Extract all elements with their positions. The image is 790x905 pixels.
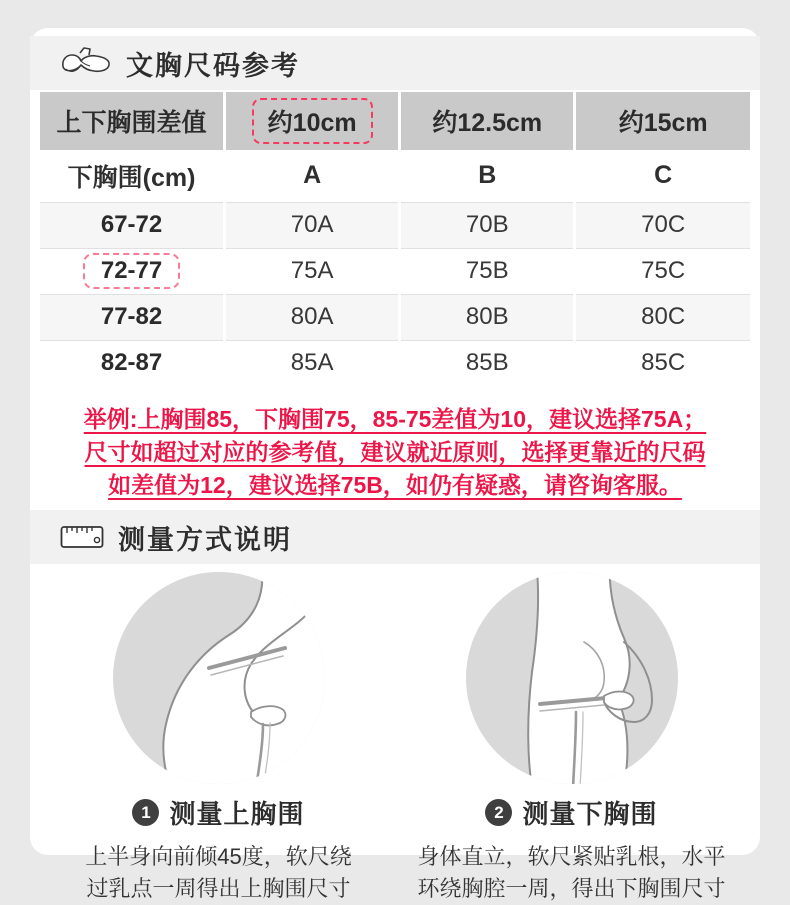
header-12cm-cell: 约12.5cm <box>400 92 575 150</box>
table-row: 82-87 85A 85B 85C <box>40 340 750 386</box>
measure-section-title: 测量方式说明 <box>118 524 292 555</box>
example-note <box>50 403 740 502</box>
example-note-line: 尺寸如超过对应的参考值，建议就近原则，选择更靠近的尺码 <box>84 439 706 465</box>
step-2-title: 测量下胸围 <box>522 799 658 829</box>
size-section-header <box>30 36 760 90</box>
content-card <box>30 28 760 901</box>
example-note-line: 如差值为12，建议选择75B，如仍有疑惑，请咨询客服。 <box>108 472 682 498</box>
table-row: 67-72 70A 70B 70C <box>40 202 750 248</box>
bra-icon <box>60 46 112 80</box>
cup-b-label: B <box>400 150 575 202</box>
size-table-header-row <box>40 92 750 150</box>
size-table <box>40 92 750 386</box>
under-bust-illustration <box>466 572 678 784</box>
step-1-badge: 1 <box>132 799 159 826</box>
header-diff-label: 上下胸围差值 <box>40 92 225 150</box>
size-table-subheader-row <box>40 150 750 202</box>
table-row-highlighted: 72-77 75A 75B 75C <box>40 248 750 294</box>
cup-c-label: C <box>575 150 750 202</box>
step-2-column <box>395 570 748 905</box>
size-section-title: 文胸尺码参考 <box>126 50 300 81</box>
step-2-caption <box>395 794 748 831</box>
header-15cm-cell: 约15cm <box>575 92 750 150</box>
upper-bust-illustration <box>113 572 325 784</box>
step-1-title: 测量上胸围 <box>169 799 305 829</box>
measurement-figures <box>30 564 760 905</box>
highlight-box-10cm: 约10cm <box>252 98 373 144</box>
step-2-description: 身体直立，软尺紧贴乳根，水平 环绕胸腔一周，得出下胸围尺寸 <box>417 844 726 901</box>
example-note-line: 举例:上胸围85，下胸围75，85-75差值为10，建议选择75A； <box>83 406 707 432</box>
table-row: 77-82 80A 80B 80C <box>40 294 750 340</box>
highlight-box-72-77: 72-77 <box>83 253 180 289</box>
measure-section-header <box>30 510 760 564</box>
ruler-icon <box>60 524 104 550</box>
cup-a-label: A <box>225 150 400 202</box>
step-1-caption <box>42 794 395 831</box>
underbust-label: 下胸围(cm) <box>40 150 225 202</box>
step-1-column <box>42 570 395 905</box>
step-1-description: 上半身向前倾45度，软尺绕 过乳点一周得出上胸围尺寸 <box>85 844 352 901</box>
step-2-badge: 2 <box>485 799 512 826</box>
header-10cm-cell <box>225 92 400 150</box>
